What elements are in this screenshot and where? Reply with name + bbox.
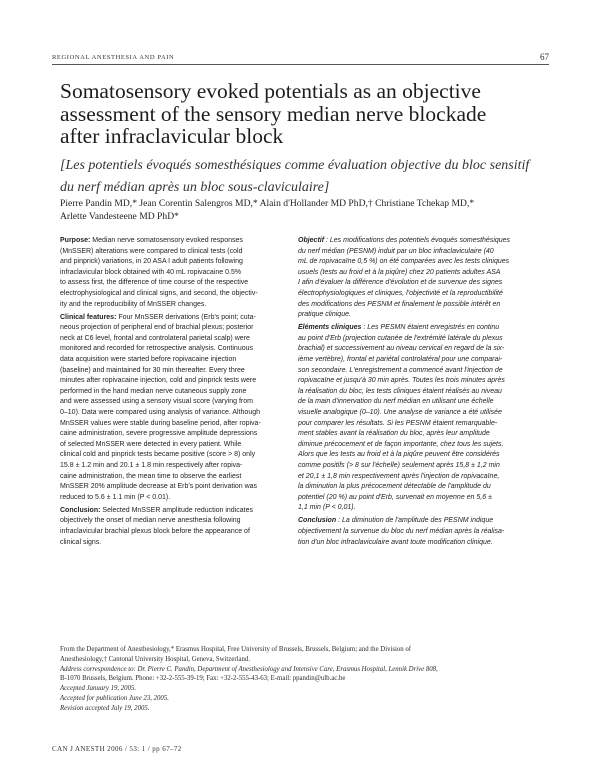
date-line: Revision accepted July 19, 2005.	[60, 704, 150, 712]
conclusion-label: Conclusion:	[60, 506, 101, 514]
correspondence-line: B-1070 Brussels, Belgium. Phone: +32-2-555-39-19; Fax: +32-2-555-43-63; E-mail: ppandin@ulb.ac.be	[60, 675, 346, 683]
header-rule	[52, 64, 549, 65]
page-number: 67	[540, 52, 549, 62]
author-list	[60, 198, 540, 223]
section-label: REGIONAL ANESTHESIA AND PAIN	[52, 54, 175, 61]
author-line: Arlette Vandesteene MD PhD*	[60, 210, 179, 222]
article-title	[60, 80, 550, 148]
date-line: Accepted for publication June 23, 2005.	[60, 694, 169, 702]
objectif-label: Objectif	[298, 237, 325, 244]
resume-elements-cliniques: Éléments cliniques : Les PESMN étaient enregistrés en continu au point d'Erb (projection cutanée de l'extrémité latérale du plexus brachial) et successivement au niveau cervical en regard de la six- ième vertèbre), frontal et pariétal controlatéral pour une comparai- son secondaire. L'enregistrement a commencé avant l'injection de ropivacaïne et jusqu'à 30 min après. Toutes les trois minutes après la réalisation du bloc, les tests cliniques étaient réalisés au niveau de la main d'innervation du nerf médian en utilisant une échelle visuelle analogique (0–10). Une analyse de variance a été utilisée pour comparer les résultats. Si les PESNM étaient remarquable- ment stables avant la réalisation du bloc, après leur amplitude diminue précocement et de façon importante, chez tous les sujets. Alors que les tests au froid et à la piqûre peuvent être considérés comme positifs (> 8 sur l'échelle) seulement après 15,8 ± 1,2 min et 20,1 ± 1,8 min respectivement après l'injection de ropivacaïne, la diminution la plus précocement détectable de l'amplitude du potentiel (20 %) au point d'Erb, survenait en moyenne en 5,6 ± 1,1 min (P < 0,01).	[298, 324, 505, 512]
purpose-label: Purpose:	[60, 237, 91, 244]
resume-objectif: Objectif : Les modifications des potentiels évoqués somesthésiques du nerf médian (PESNM) induit par un bloc infraclaviculaire (40 mL de ropivacaïne 0,5 %) on été comparées avec les tests cliniques usuels (tests au froid et à la piqûre) chez 20 patients adultes ASA I afin d'évaluer la différence d'évolution et de survenue des signes électrophysiologiques et cliniques, l'objectivité et la reproductibilité des modifications des PESNM et finalement le possible intérêt en pratique clinique.	[298, 237, 511, 319]
abstract-french	[298, 236, 530, 551]
correspondence-line: Address correspondence to: Dr. Pierre C. Pandin, Department of Anesthesiology and Intensive Care, Erasmus Hospital, Lennik Drive 808,	[60, 665, 438, 673]
abstract-purpose: Purpose: Median nerve somatosensory evoked responses (MnSSER) alterations were compared to clinical tests (cold and pinprick) variations, in 20 ASA I adult patients following infraclavicular block obtained with 40 mL ropivacaine 0.5% to assess first, the difference of time course of the respective electrophysiological and clinical signs, and second, the objectiv- ity and the reproducibility of MnSSER changes.	[60, 237, 258, 308]
abstract-conclusion: Conclusion: Selected MnSSER amplitude reduction indicates objectively the onset of median nerve anesthesia following infraclavicular brachial plexus block before the appearance of clinical signs.	[60, 506, 253, 546]
elements-label: Éléments cliniques	[298, 324, 362, 332]
affiliations	[60, 645, 530, 714]
affiliation-line: From the Department of Anesthesiology,* Erasmus Hospital, Free University of Brussels, Brussels, Belgium; and the Division of	[60, 646, 412, 653]
abstract-clinical-features: Clinical features: Four MnSSER derivations (Erb's point; cuta- neous projection of peripheral end of brachial plexus; posterior neck at C6 level, frontal and controlateral parietal scalp) were monitored and recorded for retrospective analysis. Continuous data acquisition were started before ropivacaine injection (baseline) and maintained for 30 min thereafter. Every three minutes after ropivacaine injection, cold and pinprick tests were performed in the hand median nerve cutaneous supply zone and were assessed using a sensory visual score (varying from 0–10). Data were compared using analysis of variance. Although MnSSER values were stable during baseline period, after ropiva- caine administration, severe progressive amplitude depressions of selected MnSSER were detected in every patient. While clinical cold and pinprick tests became positive (score > 8) only 15.8 ± 1.2 min and 20.1 ± 1.8 min respectively after ropiva- caine administration, the mean time to observe the earliest MnSSER 20% amplitude decrease at Erb's point derivation was reduced to 5.6 ± 1.1 min (P < 0.01).	[60, 313, 261, 501]
title-line: Somatosensory evoked potentials as an objective	[60, 79, 481, 103]
abstract-english	[60, 236, 289, 551]
clinical-features-label: Clinical features:	[60, 313, 117, 321]
resume-conclusion: Conclusion : La diminution de l'amplitude des PESNM indique objectivement la survenue du bloc du nerf médian après la réalisa- tion d'un bloc infraclaviculaire avant toute modification clinique.	[298, 517, 505, 546]
french-title	[60, 155, 550, 199]
affiliation-line: Anesthesiology,† Cantonal University Hospital, Geneva, Switzerland.	[60, 655, 251, 663]
conclusion-fr-label: Conclusion	[298, 517, 337, 525]
date-line: Accepted January 19, 2005.	[60, 685, 137, 693]
french-title-line: [Les potentiels évoqués somesthésiques comme évaluation objective du bloc sensitif	[60, 158, 530, 173]
author-line: Pierre Pandin MD,* Jean Corentin Salengros MD,* Alain d'Hollander MD PhD,† Christiane Tchekap MD,*	[60, 198, 475, 209]
title-line: assessment of the sensory median nerve blockade	[60, 101, 487, 126]
french-title-line: du nerf médian après un bloc sous-claviculaire]	[60, 180, 330, 195]
title-line: after infraclavicular block	[60, 124, 284, 148]
running-head	[52, 54, 549, 61]
journal-reference: CAN J ANESTH 2006 / 53: 1 / pp 67–72	[52, 745, 182, 753]
